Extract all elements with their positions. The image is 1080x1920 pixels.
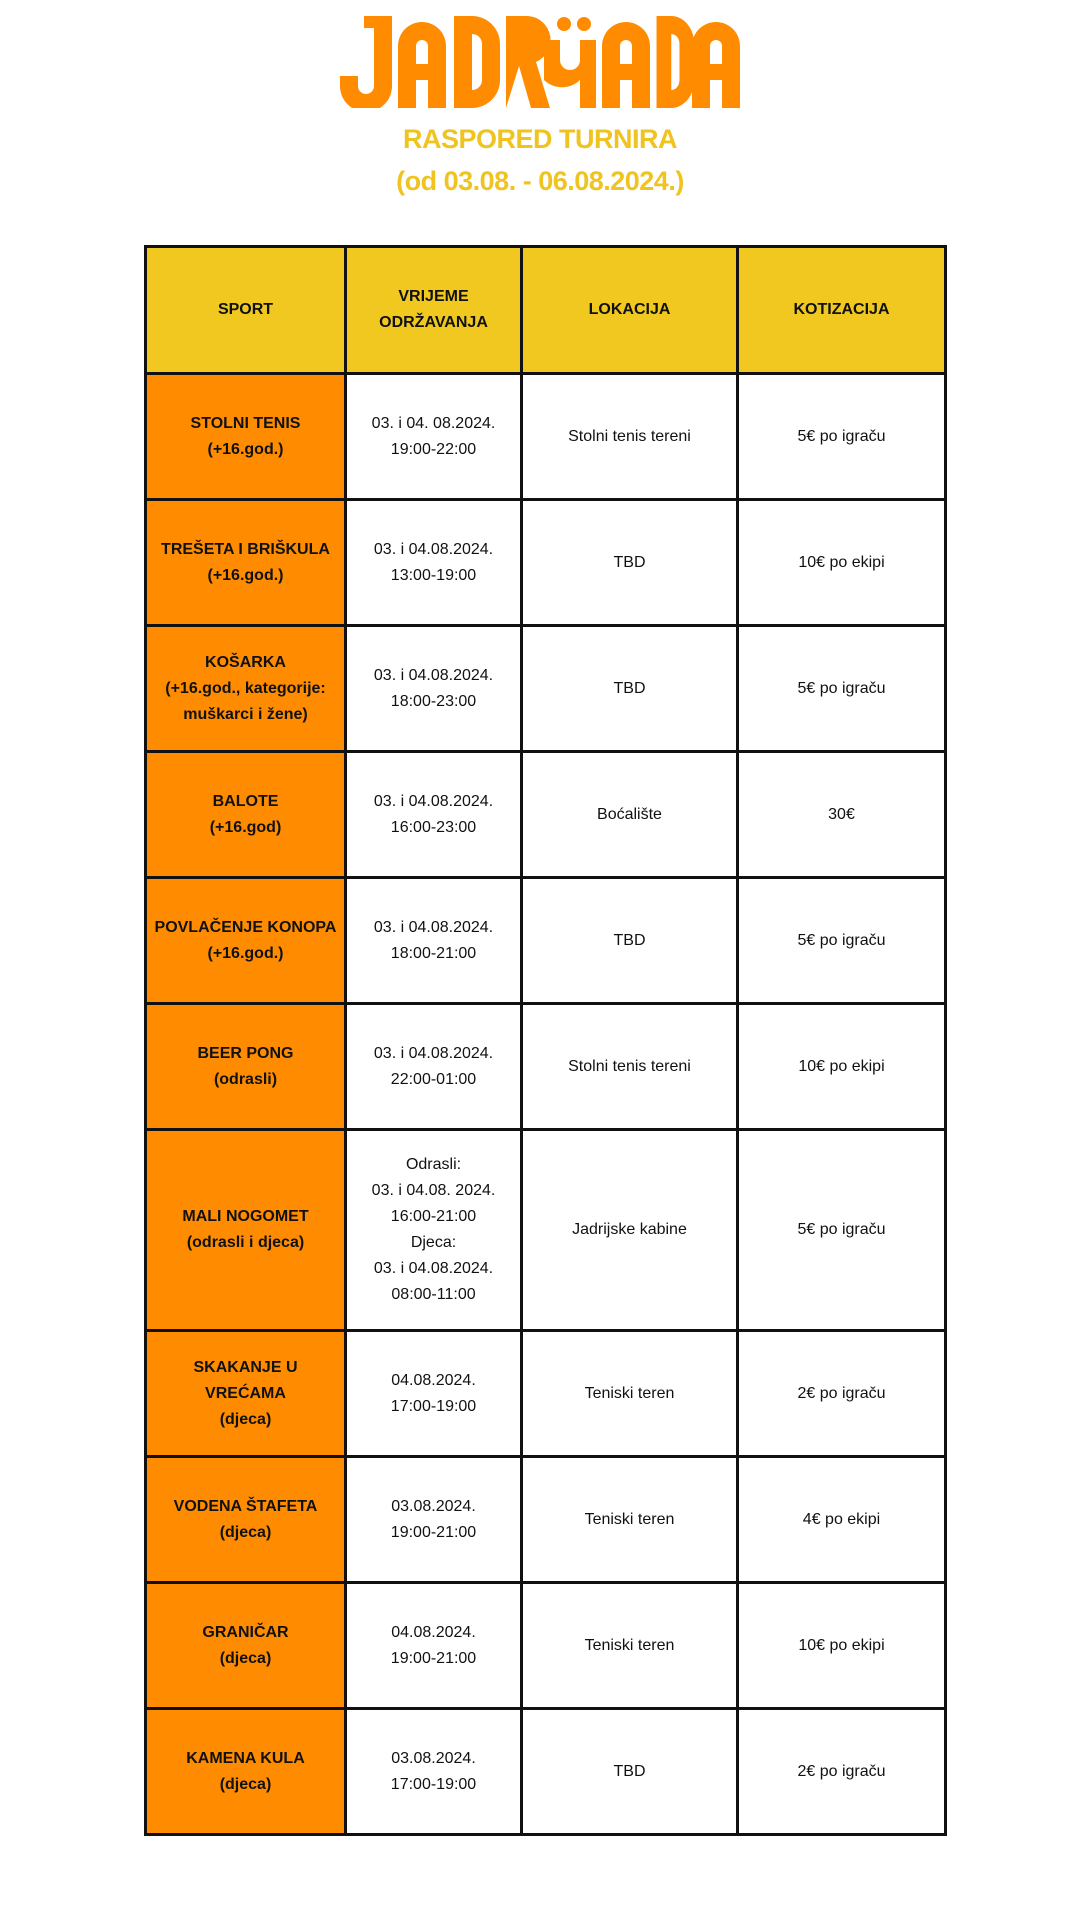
fee-cell [738,626,946,752]
sport-cell-line: (+16.god.) [207,440,284,458]
schedule-title: RASPORED TURNIRA [402,124,677,154]
sport-cell-line: BEER PONG [197,1044,294,1062]
location-cell [522,1130,738,1331]
sport-cell [146,1583,346,1709]
header-fee: KOTIZACIJA [738,247,946,374]
table-row [146,752,946,878]
location-cell [522,1004,738,1130]
location-cell-text: Stolni tenis tereni [568,427,691,445]
time-cell-line: Djeca: [410,1234,457,1251]
sport-cell-line: (+16.god) [209,818,282,836]
sport-cell [146,1457,346,1583]
location-cell [522,500,738,626]
fee-cell-text: 10€ po ekipi [798,553,885,571]
time-cell-line: 08:00-11:00 [391,1286,476,1303]
time-cell [346,626,522,752]
time-cell-line: 03. i 04.08.2024. [373,666,494,684]
table-row [146,878,946,1004]
time-cell [346,500,522,626]
time-cell-line: 17:00-19:00 [390,1775,477,1793]
location-cell [522,374,738,500]
time-cell-line: 04.08.2024. [391,1371,476,1389]
table-row [146,1457,946,1583]
time-cell [346,878,522,1004]
fee-cell-text: 2€ po igraču [797,1384,886,1402]
time-cell-line: 17:00-19:00 [390,1397,477,1415]
sport-cell-line: (+16.god.) [207,566,284,584]
time-cell-line: 04.08.2024. [391,1623,476,1641]
time-cell-line: 19:00-21:00 [390,1523,477,1541]
time-cell [346,1583,522,1709]
sport-cell-line: (djeca) [219,1775,272,1793]
table-row [146,1583,946,1709]
location-cell-text: Teniski teren [584,1636,675,1654]
time-cell [346,752,522,878]
table-row [146,1709,946,1835]
header-location: LOKACIJA [522,247,738,374]
time-cell-line: 13:00-19:00 [390,566,477,584]
time-cell [346,1004,522,1130]
sport-cell-line: BALOTE [212,792,279,810]
sport-cell-line: GRANIČAR [202,1623,289,1641]
time-cell [346,1331,522,1457]
time-cell-line: 16:00-21:00 [390,1208,477,1225]
fee-cell [738,1004,946,1130]
time-cell [346,1130,522,1331]
fee-cell [738,1709,946,1835]
location-cell-text: Stolni tenis tereni [568,1057,691,1075]
location-cell [522,1709,738,1835]
sport-cell-line: KOŠARKA [205,653,286,671]
location-cell-text: TBD [613,679,646,697]
location-cell-text: TBD [613,1762,646,1780]
fee-cell [738,752,946,878]
sport-cell-line: TREŠETA I BRIŠKULA [161,540,330,558]
table-body [146,374,946,1835]
sport-cell-line: (djeca) [219,1523,272,1541]
sport-cell-line: (djeca) [219,1649,272,1667]
table-row [146,1331,946,1457]
fee-cell [738,374,946,500]
fee-cell [738,1331,946,1457]
time-cell-line: 22:00-01:00 [390,1070,477,1088]
time-cell-line: 03. i 04.08.2024. [373,792,494,810]
sport-cell-line: (odrasli) [213,1070,278,1088]
fee-cell-text: 5€ po igraču [797,427,886,445]
location-cell [522,752,738,878]
time-cell [346,374,522,500]
location-cell [522,878,738,1004]
jadrijada-logo [340,16,740,108]
time-cell [346,1709,522,1835]
sport-cell-line: KAMENA KULA [186,1749,305,1767]
time-cell-line: 18:00-23:00 [390,692,477,710]
fee-cell-text: 5€ po igraču [797,679,886,697]
time-cell-line: 03. i 04.08.2024. [373,918,494,936]
time-cell-line: 03. i 04.08.2024. [373,1260,494,1277]
location-cell-text: Boćalište [597,805,662,823]
table-row [146,374,946,500]
sport-cell-line: muškarci i žene) [183,705,308,723]
fee-cell [738,1130,946,1331]
fee-cell-text: 30€ [828,805,855,823]
location-cell-text: Teniski teren [584,1510,675,1528]
fee-cell-text: 2€ po igraču [797,1762,886,1780]
fee-cell [738,500,946,626]
sport-cell [146,1709,346,1835]
location-cell [522,1457,738,1583]
sport-cell [146,752,346,878]
fee-cell-text: 5€ po igraču [797,931,886,949]
location-cell [522,1583,738,1709]
time-cell-line: 03. i 04.08.2024. [373,1044,494,1062]
location-cell [522,1331,738,1457]
time-cell-line: 03. i 04. 08.2024. [371,414,496,432]
time-cell-line: 03. i 04.08. 2024. [371,1182,496,1199]
time-cell-line: 18:00-21:00 [390,944,477,962]
schedule-date-range: (od 03.08. - 06.08.2024.) [396,166,684,196]
sport-cell [146,1004,346,1130]
fee-cell [738,1583,946,1709]
time-cell-line: 19:00-22:00 [390,440,477,458]
time-cell-line: 03.08.2024. [391,1497,476,1515]
sport-cell [146,1130,346,1331]
fee-cell-text: 4€ po ekipi [802,1510,881,1528]
location-cell-text: TBD [613,553,646,571]
time-cell-line: 19:00-21:00 [390,1649,477,1667]
fee-cell-text: 10€ po ekipi [798,1636,885,1654]
time-cell-line: 16:00-23:00 [390,818,477,836]
time-cell-line: 03.08.2024. [391,1749,476,1767]
location-cell-text: Jadrijske kabine [572,1221,687,1238]
sport-cell-line: MALI NOGOMET [182,1208,309,1225]
sport-cell [146,1331,346,1457]
header-time: VRIJEME ODRŽAVANJA [346,247,522,374]
sport-cell-line: (+16.god.) [207,944,284,962]
time-cell-line: Odrasli: [405,1156,462,1173]
sport-cell [146,626,346,752]
sport-cell-line: SKAKANJE U VREĆAMA [193,1358,298,1402]
sport-cell-line: (odrasli i djeca) [186,1234,305,1251]
sport-cell-line: (djeca) [219,1410,272,1428]
sport-cell-line: POVLAČENJE KONOPA [154,918,337,936]
tournament-schedule-table [144,245,947,1836]
time-cell-line: 03. i 04.08.2024. [373,540,494,558]
table-row [146,1130,946,1331]
sport-cell [146,500,346,626]
location-cell-text: TBD [613,931,646,949]
fee-cell-text: 5€ po igraču [797,1221,886,1238]
location-cell-text: Teniski teren [584,1384,675,1402]
sport-cell [146,878,346,1004]
table-row [146,500,946,626]
location-cell [522,626,738,752]
header-sport: SPORT [146,247,346,374]
fee-cell [738,878,946,1004]
table-row [146,1004,946,1130]
sport-cell [146,374,346,500]
sport-cell-line: STOLNI TENIS [190,414,301,432]
time-cell [346,1457,522,1583]
fee-cell-text: 10€ po ekipi [798,1057,885,1075]
sport-cell-line: VODENA ŠTAFETA [173,1497,318,1515]
table-header-row [146,247,946,374]
table-row [146,626,946,752]
sport-cell-line: (+16.god., kategorije: [165,679,326,697]
fee-cell [738,1457,946,1583]
